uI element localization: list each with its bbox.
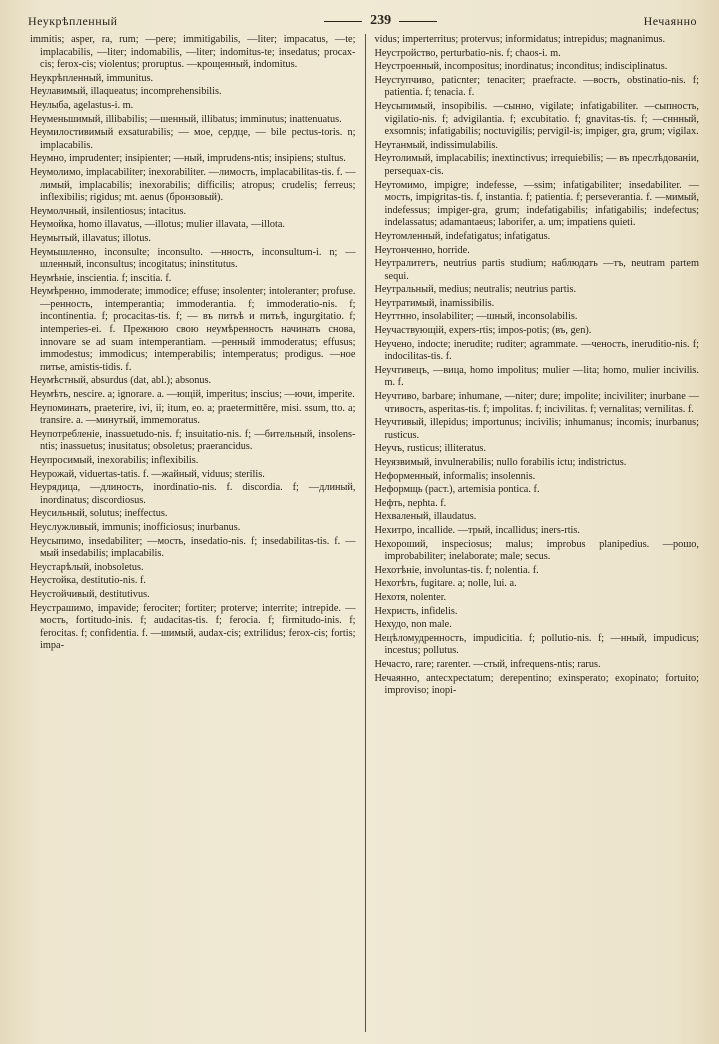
dictionary-entry: Неулыба, agelastus-i. m. — [30, 99, 134, 111]
dictionary-entry: Неустойка, destitutio-nis. f. — [30, 575, 146, 587]
dictionary-entry: Неутомленный, indefatigatus; infatigatus. — [374, 230, 551, 242]
page-header — [28, 10, 697, 32]
dictionary-entry: Неулавимый, illaqueatus; incomprehensibilis. — [30, 86, 222, 98]
dictionary-entry: Неумолчный, insilentiosus; intacitus. — [30, 205, 187, 217]
dictionary-entry: Нехороший, inspeciosus; malus; improbus planipedius. —рошо, improbabiliter; inelaborate; male; secus. — [374, 538, 699, 563]
dictionary-entry: Нечаянно, antecxpectatum; derepentino; exinsperato; exopinato; fortuito; improviso; inopi- — [374, 672, 699, 697]
dictionary-entry: Неусильный, solutus; ineffectus. — [30, 508, 168, 520]
header-rule-right — [399, 21, 437, 22]
dictionary-entry: Нехристь, infidelis. — [374, 605, 458, 617]
dictionary-entry: Неучаствующій, expers-rtis; impos-potis; (въ, gen). — [374, 325, 592, 337]
left-column — [30, 34, 365, 1032]
dictionary-entry: Неуступчиво, paticnter; tenaciter; praefracte. —вость, obstinatio-nis. f; patientia. f; tenacia. f. — [374, 74, 699, 99]
dictionary-entry: Неусыпимый, insopibilis. —сынно, vigilate; infatigabiliter. —сыпность, vigilatio-nis. f; advigilantia. f; excubitatio. f; gnavitas-tis. f; —сннный, exsomnis; infatigabilis; noctuvigilis; pervigil-is; impiger, gra, grum; vigilax. — [374, 100, 699, 138]
dictionary-entry: Нефть, nephta. f. — [374, 497, 447, 509]
dictionary-entry: Неутральный, medius; neutralis; neutrius partis. — [374, 284, 577, 296]
dictionary-entry: Неучтиво, barbare; inhumane, —niter; dure; impolite; inciviliter; inurbane —чтивость, asperitas-tis. f; impolitas. f; incivilitas. f; vernalitas; vernilitas. f. — [374, 391, 699, 415]
dictionary-entry: Неумолимо, implacabiliter; inexorabiliter. —лимость, implacabilitas-tis. f. —лимый, implacabilis; inexorabilis; difficilis; atropus; crudelis; ferreus; inflexibilis; rigidus; mt. aenus (бронзовый). — [30, 166, 356, 204]
dictionary-entry: Неукрѣпленный, immunitus. — [30, 72, 154, 84]
dictionary-entry: Неумѣніе, inscientia. f; inscitia. f. — [30, 272, 172, 284]
dictionary-entry: Нехваленый, illaudatus. — [374, 511, 477, 523]
dictionary-entry: Неустроенный, incompositus; inordinatus; inconditus; indisciplinatus. — [374, 61, 668, 73]
dictionary-entry: Неумышленно, inconsulte; inconsulto. —нность, inconsultum-i. n; —шленный, inconsultus; incogitatus; ininstitutus. — [30, 246, 356, 271]
dictionary-entry: Нехитро, incallide. —трый, incallidus; iners-rtis. — [374, 524, 580, 536]
dictionary-entry: Неустройство, perturbatio-nis. f; chaos-i. m. — [374, 47, 561, 59]
dictionary-entry: Нечасто, rare; rarenter. —стый, infrequens-ntis; rarus. — [374, 658, 601, 670]
dictionary-entry: Неумытый, illavatus; illotus. — [30, 232, 151, 244]
page-number-group — [324, 13, 437, 29]
dictionary-entry: Неустойчивый, destitutivus. — [30, 588, 150, 600]
dictionary-entry: Неутомимо, impigre; indefesse, —ssim; infatigabiliter; insedabiliter. —мость, impigritas-tis. f, instantia. f; patientia. f; perseverantia. f. —мимый, indefessus; impiger-gra, grum; indefatigabilis; infatigabilis; indefectus; indelassatus; adamantaeus; laborifer, a. um; impatiens quieti. — [374, 179, 699, 229]
dictionary-entry: immitis; asper, ra, rum; —pere; immitigabilis, —liter; impacatus, —te; implacabilis, —liter; indomabilis, —liter; indomitus-te; insedatus; procax-cis; ferox-cis; violentus; proruptus. —крощенный, indomitus. — [30, 34, 356, 71]
dictionary-entry: Нехудо, non male. — [374, 619, 452, 631]
dictionary-entry: Неуязвимый, invulnerabilis; nullo forabilis ictu; indistrictus. — [374, 457, 627, 468]
dictionary-entry: vidus; imperterritus; protervus; informidatus; intrepidus; magnanimus. — [374, 34, 666, 45]
dictionary-entry: Неупросимый, inexorabilis; inflexibilis. — [30, 455, 199, 466]
dictionary-entry: Неуслужливый, immunis; inofficiosus; inurbanus. — [30, 521, 241, 533]
dictionary-entry: Неупоминать, praeterire, ivi, ii; itum, eo. a; praetermittěre, misi. ssum, tto. a; transire. a. —минутый, immemoratus. — [30, 402, 356, 427]
dictionary-entry: Неумно, imprudenter; insipienter; —ный, imprudens-ntis; insipiens; stultus. — [30, 153, 346, 165]
dictionary-entry: Неумѣстный, absurdus (dat, abl.); absonus. — [30, 375, 212, 387]
dictionary-entry: Неуменьшимый, illibabilis; —шенный, illibatus; imminutus; inattenuatus. — [30, 113, 342, 125]
dictionary-entry: Неформщь (раст.), artemisia pontica. f. — [374, 484, 540, 496]
dictionary-entry: Нехотѣть, fugitare. a; nolle, lui. a. — [374, 578, 517, 590]
dictionary-entry: Неурядица, —длиность, inordinatio-nis. f. discordia. f; —длиный, inordinatus; discordiosus. — [30, 482, 356, 506]
dictionary-entry: Неурожай, viduertas-tatis. f. —жайный, viduus; sterilis. — [30, 468, 265, 480]
dictionary-entry: Неумѣть, nescire. a; ignorare. a. —ющій, imperitus; inscius; —ючи, imperite. — [30, 389, 355, 401]
right-running-headword: Нечаянно — [643, 13, 697, 28]
dictionary-entry: Неутанмый, indissimulabilis. — [374, 139, 498, 151]
dictionary-entry: Неупотребленіе, inassuetudo-nis. f; insuitatio-nis. f; —бительный, insolens-ntis; inassuetus; inusitatus; obsoletus; praerancidus. — [30, 428, 356, 453]
dictionary-entry: Неуттнно, insolabiliter; —шный, inconsolabilis. — [374, 311, 578, 323]
dictionary-entry: Неучтивецъ, —вица, homo impolitus; mulier —lita; homo, mulier incivilis. m. f. — [374, 364, 699, 389]
dictionary-entry: Неумилостивимый exsaturabilis; — мое, сердце, — bile pectus-toris. n; implacabilis. — [30, 127, 356, 151]
dictionary-entry: Неутонченно, horride. — [374, 244, 470, 256]
dictionary-entry: Неустарѣлый, inobsoletus. — [30, 561, 144, 573]
right-column — [365, 34, 700, 1032]
dictionary-columns — [30, 34, 699, 1032]
dictionary-entry: Нехотѣніе, involuntas-tis. f; nolentia. f. — [374, 564, 539, 576]
dictionary-entry: Неучъ, rusticus; illiteratus. — [374, 443, 486, 455]
dictionary-entry: Неусыпимо, insedabiliter; —мость, insedatio-nis. f; insedabilitas-tis. f. —мый insedabilis; implacabilis. — [30, 535, 356, 560]
dictionary-entry: Неучтивый, illepidus; importunus; incivilis; inhumanus; incomis; inurbanus; rusticus. — [374, 417, 699, 441]
dictionary-entry: Неутратимый, inamissibilis. — [374, 297, 495, 309]
dictionary-entry: Неформенный, informalis; insolennis. — [374, 470, 536, 482]
dictionary-entry: Нецѣломудренность, impudicitia. f; pollutio-nis. f; —нный, impudicus; incestus; pollutus. — [374, 632, 699, 657]
dictionary-entry: Неумѣренно, immoderate; immodice; effuse; insolenter; intoleranter; profuse. —ренность, intemperantia; immoderantia. f; immoderatio-nis. f; incontinentia. f; procacitas-tis. f; — въ питьѣ и питьѣ, ingurgitatio. f; intemperies-ei. f. Прежнюю свою неумѣренность начинать снова, innovare se ad suam intemperantiam. —ренный immoderatus; effusus; immodestus; immodicus; intemperabilis; intemperatus; prodigus. —ное питье, amistis-tidis. f. — [30, 286, 356, 373]
page-number: 239 — [370, 13, 392, 28]
dictionary-entry: Неустрашимо, impavide; ferociter; fortiter; proterve; interrite; intrepide. —мость, fortitudo-inis. f; audacitas-tis. f; ferocia. f; firmitudo-inis. f; ferocitas. f; confidentia. f. —шимый, audax-cis; extrilidus; ferox-cis; fortis; impa- — [30, 602, 356, 652]
dictionary-entry: Неутралитетъ, neutrius partis studium; наблюдать —тъ, neutram partem sequi. — [374, 258, 699, 282]
dictionary-entry: Неучено, indocte; inerudite; ruditer; agrammate. —ченость, ineruditio-nis. f; indocilitas-tis. f. — [374, 338, 699, 363]
dictionary-entry: Неумойка, homo illavatus, —illotus; mulier illavata, —illota. — [30, 219, 285, 231]
header-rule-left — [324, 21, 362, 22]
left-running-headword: Неукрѣпленный — [28, 13, 118, 28]
dictionary-entry: Нехотя, nolenter. — [374, 591, 447, 603]
dictionary-entry: Неутолимый, implacabilis; inextinctivus; irrequiebilis; — въ преслѣдованіи, persequax-cis. — [374, 153, 699, 177]
